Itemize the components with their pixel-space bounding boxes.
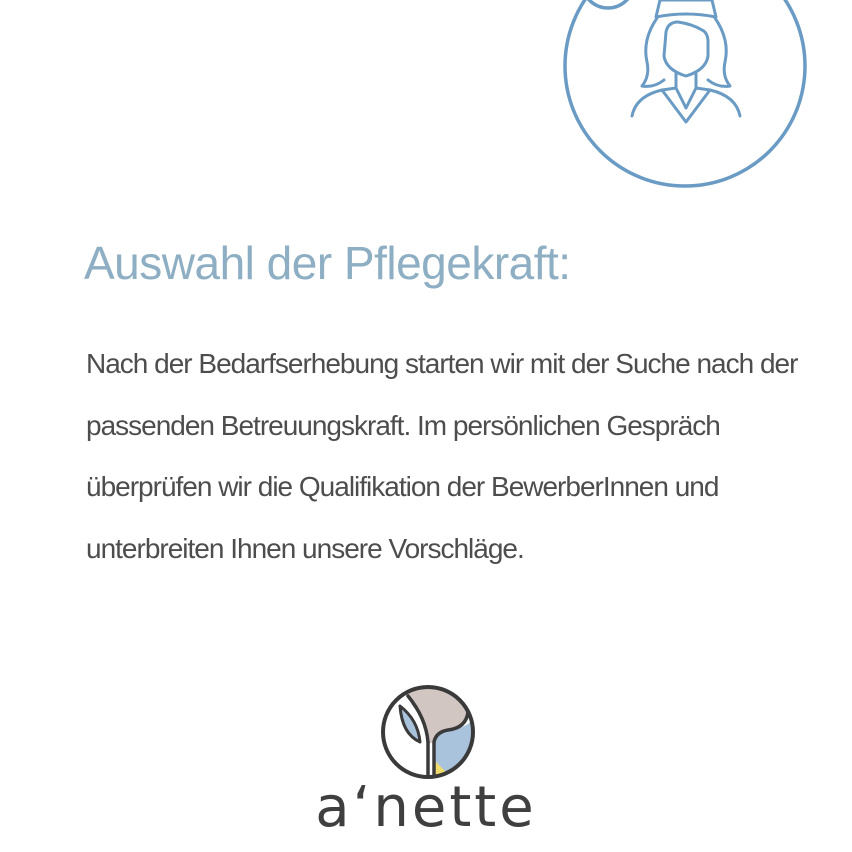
brand-wordmark: a‘nette xyxy=(315,775,537,840)
description-line: Nach der Bedarfserhebung starten wir mit der Suche nach der xyxy=(86,348,798,379)
nurse-icon-circle xyxy=(565,0,805,186)
description-line: überprüfen wir die Qualifikation der BewerberInnen und xyxy=(86,471,719,502)
nurse-icon xyxy=(562,0,812,190)
description-paragraph xyxy=(86,333,798,579)
small-badge-circle xyxy=(582,0,634,8)
page-heading: Auswahl der Pflegekraft: xyxy=(84,237,571,289)
description-line: passenden Betreuungskraft. Im persönlichen Gespräch xyxy=(86,409,720,441)
brand-logo xyxy=(286,682,566,852)
description-line: unterbreiten Ihnen unsere Vorschläge. xyxy=(86,532,524,564)
tree-leaf-logo-icon xyxy=(378,682,478,782)
